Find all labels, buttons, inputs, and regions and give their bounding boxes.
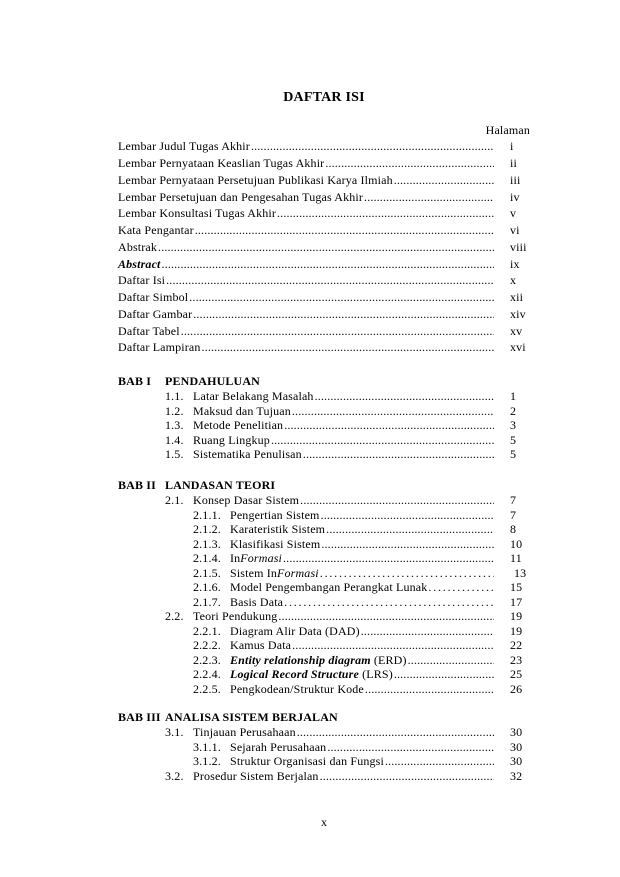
section-page: 30	[510, 725, 523, 739]
subsection-title: Karateristik Sistem	[230, 522, 326, 536]
toc-subsection	[118, 566, 530, 581]
dot-leader	[193, 306, 494, 323]
subsection-number: 2.2.1.	[193, 623, 221, 638]
dot-leader	[181, 323, 494, 340]
toc-subsection	[118, 682, 530, 697]
entry-page: ii	[510, 156, 517, 170]
section-number: 1.5.	[165, 447, 184, 461]
dot-leader	[251, 138, 494, 155]
dot-leader	[320, 769, 494, 784]
subsection-title: Diagram Alir Data (DAD)	[230, 623, 360, 638]
subsection-title	[230, 667, 393, 682]
subsection-page: 22	[510, 638, 523, 652]
section-title: Tinjauan Perusahaan	[193, 725, 296, 739]
toc-section	[118, 609, 530, 624]
toc-entry	[118, 222, 530, 239]
toc-subsection	[118, 754, 530, 769]
toc-entry	[118, 239, 530, 256]
title-part: (LRS)	[358, 667, 393, 681]
subsection-title	[230, 551, 282, 566]
toc-subsection	[118, 580, 530, 595]
entry-page: iv	[510, 189, 520, 204]
subsection-page: 25	[510, 667, 523, 681]
entry-page: viii	[510, 239, 527, 254]
subsection-number: 2.1.3.	[193, 536, 221, 551]
toc-entry	[118, 306, 530, 323]
dot-leader	[278, 609, 494, 624]
chapter-1	[118, 373, 530, 462]
section-title: Ruang Lingkup	[193, 432, 270, 447]
section-page: 2	[510, 403, 517, 418]
chapter-title: ANALISA SISTEM BERJALAN	[165, 710, 338, 724]
subsection-title: Model Pengembangan Perangkat Lunak	[230, 580, 428, 594]
dot-leader	[292, 404, 494, 419]
page-number: x	[321, 815, 327, 829]
dot-leader	[321, 537, 494, 552]
entry-title: Kata Pengantar	[118, 223, 194, 237]
toc-subsection	[118, 595, 530, 610]
page-title: DAFTAR ISI	[283, 90, 365, 105]
subsection-title: Basis Data	[230, 594, 284, 609]
dot-leader	[428, 580, 494, 595]
section-title: Teori Pendukung	[193, 609, 278, 623]
toc-entry	[118, 205, 530, 222]
toc-entry	[118, 189, 530, 206]
subsection-page: 11	[510, 551, 522, 565]
dot-leader	[315, 389, 494, 404]
toc-entry	[118, 172, 530, 189]
dot-leader	[326, 522, 494, 537]
dot-leader	[202, 339, 494, 356]
subsection-page: 15	[510, 580, 523, 594]
subsection-title: Sejarah Perusahaan	[230, 739, 327, 754]
chapter-label: BAB II	[118, 478, 156, 492]
toc-entry	[118, 272, 530, 289]
section-number: 1.1.	[165, 389, 184, 403]
toc-subsection	[118, 653, 530, 668]
entry-page: x	[510, 273, 517, 288]
chapter-3	[118, 709, 530, 783]
subsection-number: 2.1.7.	[193, 594, 221, 609]
entry-page: vi	[510, 223, 520, 237]
entry-page: xv	[510, 323, 523, 338]
toc-subsection	[118, 551, 530, 566]
toc-section	[118, 493, 530, 508]
title-part-bold-italic: Logical Record Structure	[230, 667, 359, 681]
toc-entry	[118, 155, 530, 172]
page-column-header: Halaman	[485, 122, 530, 137]
section-number: 3.2.	[165, 768, 184, 783]
chapter-2	[118, 477, 530, 696]
entry-page: i	[510, 139, 514, 154]
dot-leader	[166, 272, 494, 289]
dot-leader	[385, 754, 494, 769]
entry-page: xvi	[510, 340, 526, 355]
subsection-title: Pengkodean/Struktur Kode	[230, 681, 364, 696]
front-matter-list	[118, 138, 530, 356]
subsection-number: 2.1.5.	[193, 565, 221, 580]
subsection-number: 2.1.4.	[193, 551, 221, 565]
entry-title: Lembar Konsultasi Tugas Akhir	[118, 206, 277, 221]
toc-subsection	[118, 740, 530, 755]
entry-title: Abstrak	[118, 239, 158, 254]
section-number: 1.2.	[165, 403, 184, 418]
dot-leader	[195, 222, 494, 239]
subsection-title	[230, 653, 407, 668]
subsection-number: 3.1.1.	[193, 739, 221, 754]
entry-title: Daftar Isi	[118, 273, 166, 288]
section-number: 3.1.	[165, 725, 184, 739]
section-title: Konsep Dasar Sistem	[193, 493, 300, 507]
toc-entry	[118, 256, 530, 273]
toc-subsection	[118, 638, 530, 653]
subsection-page: 10	[510, 536, 523, 551]
entry-page: ix	[510, 256, 520, 271]
section-page: 5	[510, 447, 517, 461]
subsection-title	[230, 566, 319, 581]
toc-subsection	[118, 667, 530, 682]
dot-leader	[320, 566, 494, 581]
toc-section	[118, 769, 530, 784]
toc-section	[118, 389, 530, 404]
entry-page: xii	[510, 290, 524, 304]
dot-leader	[325, 155, 494, 172]
dot-leader	[297, 725, 494, 740]
subsection-number: 3.1.2.	[193, 754, 221, 768]
toc-section	[118, 418, 530, 433]
entry-page: v	[510, 206, 517, 221]
toc-entry	[118, 289, 530, 306]
title-part: Sistem In	[230, 565, 278, 580]
subsection-number: 2.1.1.	[193, 507, 221, 522]
chapter-heading	[118, 477, 530, 493]
dot-leader	[271, 433, 494, 448]
dot-leader	[283, 551, 494, 566]
subsection-page: 30	[510, 739, 523, 754]
toc-section	[118, 725, 530, 740]
toc-entry	[118, 138, 530, 155]
subsection-number: 2.2.4.	[193, 667, 221, 681]
subsection-number: 2.2.3.	[193, 652, 221, 667]
entry-title: Abstract	[118, 256, 161, 271]
section-page: 7	[510, 493, 517, 507]
chapter-title: PENDAHULUAN	[165, 374, 260, 388]
toc-section	[118, 404, 530, 419]
dot-leader	[189, 289, 494, 306]
entry-title: Lembar Persetujuan dan Pengesahan Tugas Akhir	[118, 189, 364, 204]
chapter-label: BAB III	[118, 710, 161, 724]
toc-section	[118, 447, 530, 462]
subsection-title: Klasifikasi Sistem	[230, 536, 321, 551]
dot-leader	[408, 653, 494, 668]
subsection-title: Kamus Data	[230, 638, 292, 652]
subsection-page: 30	[510, 754, 523, 768]
section-number: 2.2.	[165, 609, 184, 623]
dot-leader	[303, 447, 494, 462]
title-part: In	[230, 551, 241, 565]
dot-leader	[292, 638, 494, 653]
toc-subsection	[118, 522, 530, 537]
dot-leader	[162, 256, 494, 273]
dot-leader	[361, 624, 494, 639]
dot-leader	[277, 205, 494, 222]
dot-leader	[300, 493, 494, 508]
title-part-italic: Formasi	[277, 565, 319, 580]
chapter-heading	[118, 709, 530, 725]
entry-page: iii	[510, 172, 521, 187]
toc-subsection	[118, 537, 530, 552]
toc-section	[118, 433, 530, 448]
entry-title: Lembar Pernyataan Keaslian Tugas Akhir	[118, 156, 325, 170]
dot-leader	[394, 172, 494, 189]
chapter-label: BAB I	[118, 374, 152, 388]
dot-leader	[364, 189, 494, 206]
subsection-page: 7	[510, 507, 517, 522]
section-page: 3	[510, 418, 517, 432]
dot-leader	[284, 418, 494, 433]
section-title: Sistematika Penulisan	[193, 447, 302, 461]
dot-leader	[394, 667, 494, 682]
section-number: 1.4.	[165, 432, 184, 447]
subsection-page: 8	[510, 522, 517, 536]
section-page: 1	[510, 389, 517, 403]
section-title: Metode Penelitian	[193, 418, 284, 432]
subsection-page: 26	[510, 681, 523, 696]
entry-title: Lembar Judul Tugas Akhir	[118, 139, 250, 154]
section-title: Latar Belakang Masalah	[193, 389, 314, 403]
section-page: 19	[510, 609, 523, 623]
section-page: 5	[510, 432, 517, 447]
entry-title: Daftar Tabel	[118, 323, 180, 338]
toc-entry	[118, 323, 530, 340]
entry-title: Daftar Gambar	[118, 306, 193, 321]
subsection-title: Struktur Organisasi dan Fungsi	[230, 754, 384, 768]
section-title: Maksud dan Tujuan	[193, 403, 291, 418]
entry-title: Daftar Lampiran	[118, 340, 201, 355]
title-part: (ERD)	[370, 652, 407, 667]
subsection-page: 13	[514, 565, 527, 580]
dot-leader	[365, 682, 494, 697]
section-title: Prosedur Sistem Berjalan	[193, 768, 319, 783]
dot-leader	[327, 740, 494, 755]
subsection-number: 2.2.2.	[193, 638, 221, 652]
title-part-italic: Formasi	[240, 551, 283, 565]
section-number: 2.1.	[165, 493, 184, 507]
subsection-page: 23	[510, 652, 523, 667]
chapter-title: LANDASAN TEORI	[165, 478, 276, 492]
subsection-number: 2.2.5.	[193, 681, 221, 696]
toc-subsection	[118, 508, 530, 523]
subsection-title: Pengertian Sistem	[230, 507, 320, 522]
dot-leader	[284, 595, 494, 610]
section-page: 32	[510, 768, 523, 783]
subsection-page: 19	[510, 623, 523, 638]
table-of-contents-page	[118, 89, 530, 783]
chapter-heading	[118, 373, 530, 389]
toc-subsection	[118, 624, 530, 639]
entry-title: Lembar Pernyataan Persetujuan Publikasi Karya Ilmiah	[118, 172, 393, 187]
dot-leader	[158, 239, 494, 256]
section-number: 1.3.	[165, 418, 184, 432]
subsection-page: 17	[510, 594, 523, 609]
dot-leader	[321, 508, 494, 523]
subsection-number: 2.1.2.	[193, 522, 221, 536]
title-part-bold-italic: Entity relationship diagram	[230, 652, 371, 667]
entry-page: xiv	[510, 306, 526, 321]
subsection-number: 2.1.6.	[193, 580, 221, 594]
toc-entry	[118, 339, 530, 356]
entry-title: Daftar Simbol	[118, 290, 189, 304]
